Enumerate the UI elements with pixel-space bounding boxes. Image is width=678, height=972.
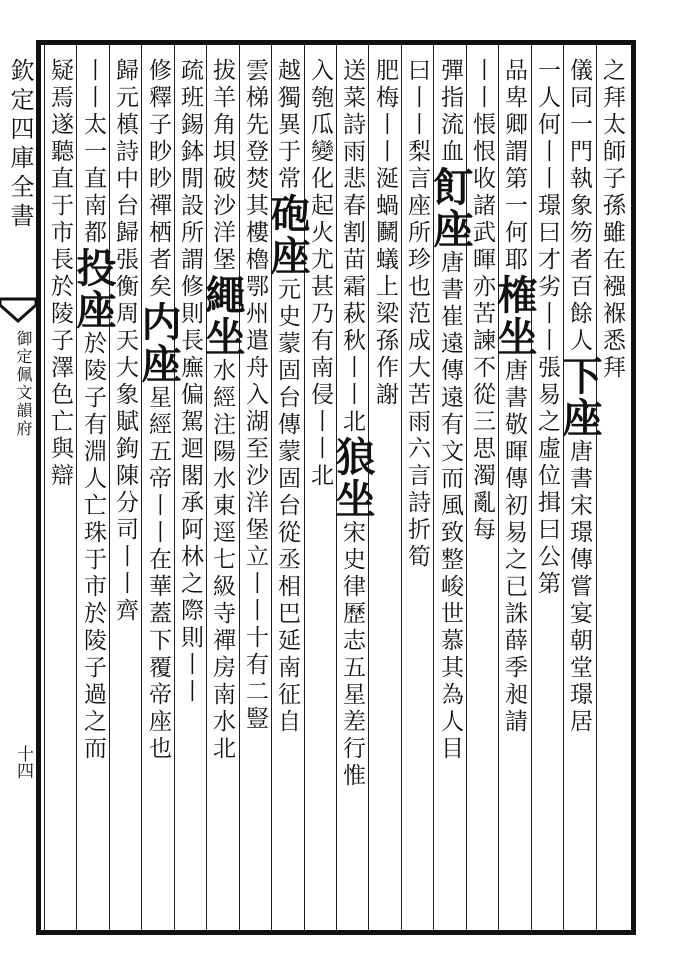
text-column (593, 58, 631, 382)
entry-text: 拔羊角垻破沙洋堡 (209, 58, 235, 274)
entry-text: 越獨異于常 (274, 58, 300, 193)
text-column (70, 58, 117, 763)
entry-heading: 内座 (135, 301, 182, 385)
entry-text: 肥梅丨丨涎蝸鬭蟻上梁孫作謝 (372, 58, 398, 409)
entry-text: 雲梯先登焚其樓櫓 (242, 58, 268, 274)
entry-text: 鄂州遣舟入湖至沙洋堡立丨丨十有二豎 (242, 274, 268, 733)
entry-heading: 飣座 (427, 166, 474, 250)
entry-text: 水經注陽水東逕七級寺禪房南水北 (209, 358, 235, 763)
entry-text: 修釋子眇眇禪栖者矣 (145, 58, 171, 301)
entry-text: 收諸武暉亦苦諫不從三思濁亂每 (469, 166, 495, 544)
text-column (366, 58, 404, 409)
entry-text: 丨丨張易之虛位揖曰公第 (534, 301, 560, 598)
entry-heading: 投座 (70, 247, 117, 331)
entry-heading: 砲座 (264, 193, 311, 277)
entry-text: 丨丨太一直南都 (80, 58, 106, 247)
entry-text: 唐書敬暉傳初易之已誅薛季昶請 (501, 358, 527, 736)
entry-heading: 繩坐 (199, 274, 246, 358)
entry-text: 星經五帝丨丨在華蓋下覆帝座也 (145, 385, 171, 763)
book-title: 欽定四庫全書 (6, 58, 34, 232)
entry-text: 唐書崔遠傳遠有文而風致整峻世慕其為人目 (437, 250, 463, 763)
entry-text: 送菜詩雨悲春割苗霜萩秋丨丨北 (339, 58, 365, 436)
entry-text: 唐書宋璟傳嘗宴朝堂璟居 (566, 439, 592, 736)
entry-text: 則長廡偏駕迴閣承阿林之際則丨丨 (177, 301, 203, 706)
entry-text: 疏班錫鉢閒設所謂修 (177, 58, 203, 301)
text-column (135, 58, 182, 763)
entry-text: 於陵子有淵人亡珠于市於陵子過之而 (80, 331, 106, 763)
entry-heading: 下座 (556, 355, 603, 439)
entry-heading: 榷坐 (491, 274, 538, 358)
entry-text: 之拜太師子孫雖在襁褓悉拜 (599, 58, 625, 382)
entry-heading: 狼坐 (329, 436, 376, 520)
text-column (236, 58, 274, 733)
text-column (41, 58, 79, 490)
fish-tail-mark (0, 295, 36, 325)
text-column (427, 58, 474, 763)
entry-text: 張衡周天大象賦鉤陳分司丨丨齊 (112, 247, 138, 625)
entry-text: 火尤甚乃有南侵丨丨北 (307, 220, 333, 490)
page-number: 十四 (13, 745, 33, 779)
entry-text: 歸元槙詩中台歸 (112, 58, 138, 247)
entry-text: 曰丨丨梨言座所珍也范成大苦雨六言詩折筍 (404, 58, 430, 571)
entry-text: 一人何丨丨璟曰才劣 (534, 58, 560, 301)
book-subtitle: 御定佩文韻府 (14, 330, 33, 438)
entry-text: 彈指流血 (437, 58, 463, 166)
entry-text: 疑焉遂聽直于市長於陵子澤色亡與辯 (47, 58, 73, 490)
entry-text: 品卑卿謂第一何耶 (501, 58, 527, 274)
entry-text: 元史蒙固台傳蒙固台從丞相巴延南征自 (274, 277, 300, 736)
entry-text: 入匏瓜變化起 (307, 58, 333, 220)
entry-text: 宋史律歷志五星差行惟 (339, 520, 365, 790)
entry-text: 儀同一門執象笏者百餘人 (566, 58, 592, 355)
entry-text: 丨丨悵恨 (469, 58, 495, 166)
